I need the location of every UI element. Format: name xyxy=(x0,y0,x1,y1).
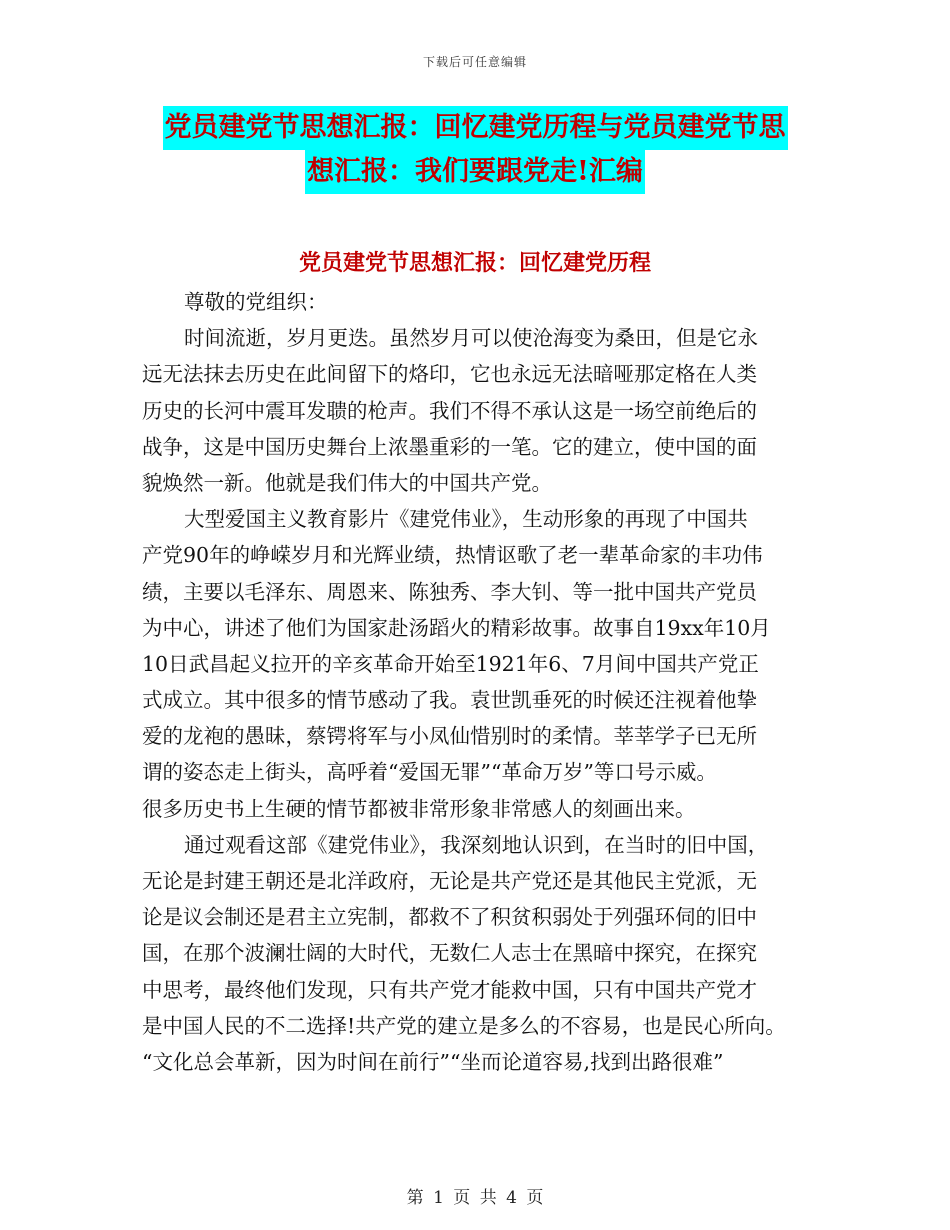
paragraph-line: 为中心，讲述了他们为国家赴汤蹈火的精彩故事。故事自19xx年10月 xyxy=(142,615,771,640)
paragraph-line: 是中国人民的不二选择!共产党的建立是多么的不容易，也是民心所向。 xyxy=(142,1013,786,1038)
paragraph-line: 10日武昌起义拉开的辛亥革命开始至1921年6、7月间中国共产党正 xyxy=(142,651,759,676)
paragraph-line: 时间流逝，岁月更迭。虽然岁月可以使沧海变为桑田，但是它永 xyxy=(184,326,758,351)
paragraph-line: 历史的长河中震耳发聩的枪声。我们不得不承认这是一场空前绝后的 xyxy=(142,398,757,423)
paragraph-line: 大型爱国主义教育影片《建党伟业》，生动形象的再现了中国共 xyxy=(184,507,748,532)
paragraph-line: 爱的龙袍的愚昧，蔡锷将军与小凤仙惜别时的柔情。莘莘学子已无所 xyxy=(142,724,757,749)
document-title xyxy=(0,106,950,194)
page-number: 第 1 页 共 4 页 xyxy=(406,1188,544,1208)
page-header-note: 下载后可任意编辑 xyxy=(422,55,527,69)
paragraph-line: “文化总会革新，因为时间在前行”“坐而论道容易,找到出路很难” xyxy=(142,1049,724,1074)
paragraph-line: 产党90年的峥嵘岁月和光辉业绩，热情讴歌了老一辈革命家的丰功伟 xyxy=(142,543,763,568)
paragraph-line: 论是议会制还是君主立宪制，都救不了积贫积弱处于列强环伺的旧中 xyxy=(142,905,757,930)
paragraph-line: 谓的姿态走上街头，高呼着“爱国无罪”“革命万岁”等口号示威。 xyxy=(142,760,717,785)
paragraph-line: 绩，主要以毛泽东、周恩来、陈独秀、李大钊、等一批中国共产党员 xyxy=(142,579,757,604)
paragraph-line: 貌焕然一新。他就是我们伟大的中国共产党。 xyxy=(142,470,552,495)
paragraph-line: 中思考，最终他们发现，只有共产党才能救中国，只有中国共产党才 xyxy=(142,977,757,1002)
paragraph-line: 式成立。其中很多的情节感动了我。袁世凯垂死的时候还注视着他挚 xyxy=(142,688,757,713)
body-text xyxy=(142,284,822,1080)
paragraph-line: 很多历史书上生硬的情节都被非常形象非常感人的刻画出来。 xyxy=(142,796,696,821)
paragraph-line: 无论是封建王朝还是北洋政府，无论是共产党还是其他民主党派，无 xyxy=(142,869,757,893)
paragraph-line: 远无法抹去历史在此间留下的烙印，它也永远无法暗哑那定格在人类 xyxy=(142,362,757,387)
document-title-line-1: 党员建党节思想汇报：回忆建党历程与党员建党节思 xyxy=(163,106,788,150)
salutation: 尊敬的党组织： xyxy=(184,290,328,314)
paragraph-line: 通过观看这部《建党伟业》，我深刻地认识到，在当时的旧中国， xyxy=(184,832,769,857)
paragraph-line: 国，在那个波澜壮阔的大时代，无数仁人志士在黑暗中探究，在探究 xyxy=(142,941,757,966)
paragraph-line: 战争，这是中国历史舞台上浓墨重彩的一笔。它的建立，使中国的面 xyxy=(142,434,757,459)
document-title-line-2: 想汇报：我们要跟党走!汇编 xyxy=(305,150,645,194)
section-heading: 党员建党节思想汇报：回忆建党历程 xyxy=(298,250,651,276)
